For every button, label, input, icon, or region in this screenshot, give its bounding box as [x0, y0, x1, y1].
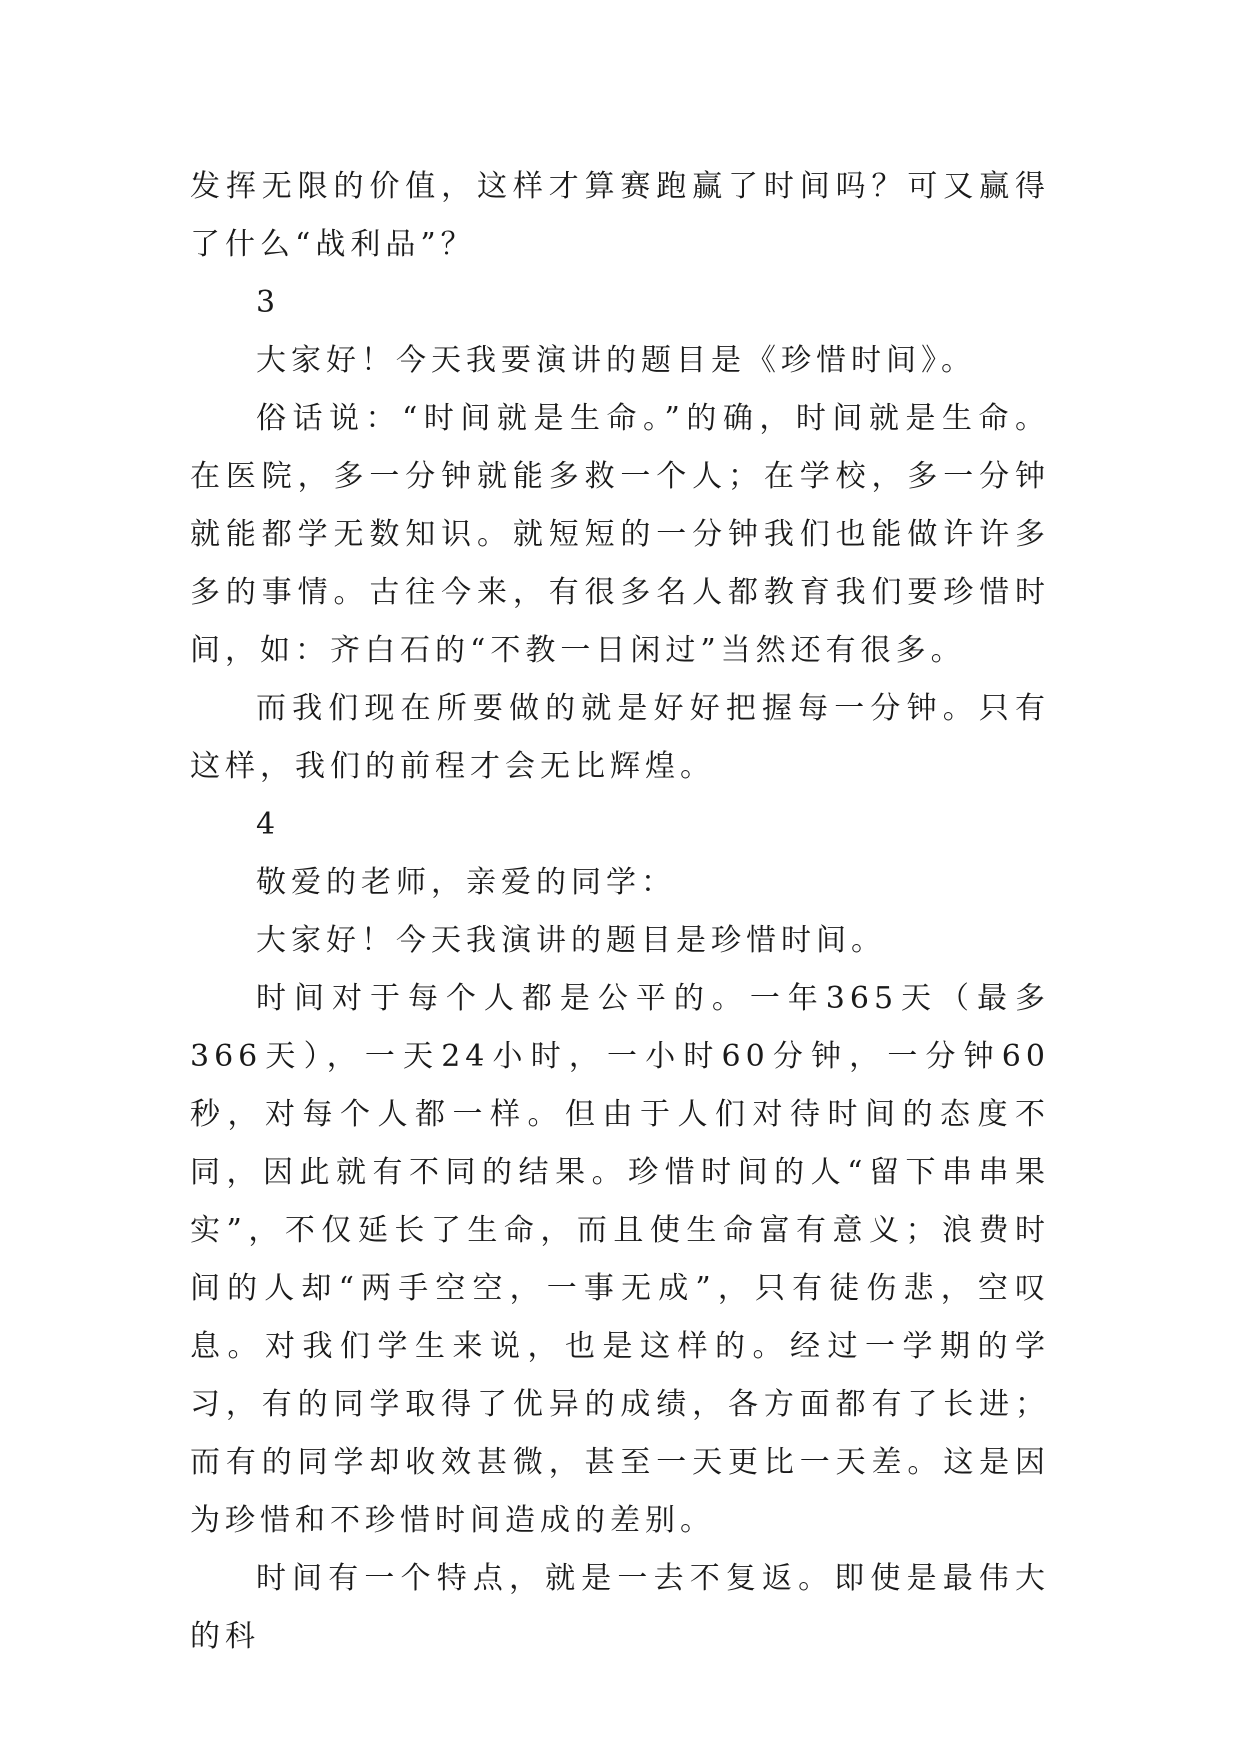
paragraph: 大家好！今天我演讲的题目是珍惜时间。 [256, 923, 886, 958]
paragraph: 俗话说：“时间就是生命。”的确，时间就是生命。在医院，多一分钟就能多救一个人；在学校，多一分钟就能都学无数知识。就短短的一分钟我们也能做许许多多的事情。古往今来，有很多名人都教育我们要珍惜时间，如：齐白石的“不教一日闲过”当然还有很多。 [190, 401, 1050, 668]
paragraph: 时间有一个特点，就是一去不复返。即使是最伟大的科 [190, 1561, 1050, 1654]
paragraph: 大家好！今天我要演讲的题目是《珍惜时间》。 [256, 343, 976, 378]
paragraph: 时间对于每个人都是公平的。一年365天（最多366天），一天24小时，一小时60分钟，一分钟60秒，对每个人都一样。但由于人们对待时间的态度不同，因此就有不同的结果。珍惜时间的人“留下串串果实”，不仅延长了生命，而且使生命富有意义；浪费时间的人却“两手空空，一事无成”，只有徒伤悲，空叹息。对我们学生来说，也是这样的。经过一学期的学习，有的同学取得了优异的成绩，各方面都有了长进；而有的同学却收效甚微，甚至一天更比一天差。这是因为珍惜和不珍惜时间造成的差别。 [190, 981, 1050, 1538]
section-number: 4 [256, 807, 281, 842]
document-body [190, 158, 1050, 1666]
paragraph-continued: 发挥无限的价值，这样才算赛跑赢了时间吗？可又赢得了什么“战利品”？ [190, 169, 1050, 262]
section-number: 3 [256, 285, 281, 320]
salutation: 敬爱的老师，亲爱的同学： [256, 865, 676, 900]
paragraph: 而我们现在所要做的就是好好把握每一分钟。只有这样，我们的前程才会无比辉煌。 [190, 691, 1050, 784]
